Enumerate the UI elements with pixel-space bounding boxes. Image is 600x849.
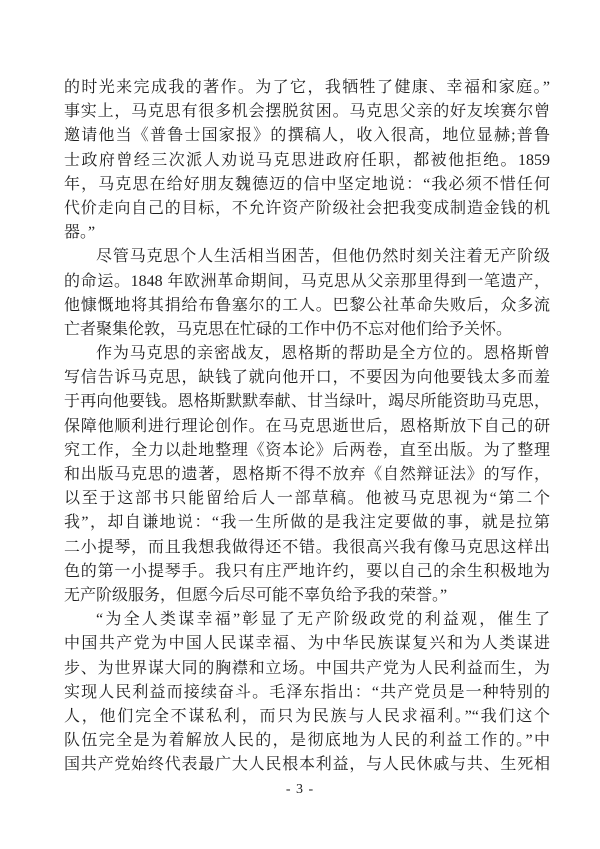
text-line: 人，他们完全不谋私利，而只为民族与人民求福利。”“我们这个 — [64, 707, 550, 725]
text-line: 保障他顺利进行理论创作。在马克思逝世后，恩格斯放下自己的研 — [64, 417, 550, 435]
text-line: 年，马克思在给好朋友魏德迈的信中坚定地说：“我必须不惜任何 — [64, 175, 550, 193]
text-line: 尽管马克思个人生活相当困苦，但他仍然时刻关注着无产阶级 — [96, 248, 550, 266]
text-line: 于再向他要钱。恩格斯默默奉献、甘当绿叶，竭尽所能资助马克思， — [64, 393, 550, 411]
text-line: 和出版马克思的遗著，恩格斯不得不放弃《自然辩证法》的写作， — [64, 466, 550, 483]
text-line: 究工作，全力以赴地整理《资本论》后两卷，直至出版。为了整理 — [64, 441, 550, 459]
text-line: 国共产党始终代表最广大人民根本利益，与人民休戚与共、生死相 — [64, 756, 550, 774]
page-number: - 3 - — [285, 782, 315, 797]
text-line: 我”，却自谦地说：“我一生所做的是我注定要做的事，就是拉第 — [64, 514, 550, 532]
text-line: 的时光来完成我的著作。为了它，我牺牲了健康、幸福和家庭。” — [64, 79, 550, 96]
text-line: 士政府曾经三次派人劝说马克思进政府任职，都被他拒绝。1859 — [64, 151, 550, 169]
text-line: 器。” — [64, 224, 96, 242]
text-line: 步、为世界谋大同的胸襟和立场。中国共产党为人民利益而生，为 — [64, 659, 550, 677]
text-line: 事实上，马克思有很多机会摆脱贫困。马克思父亲的好友埃赛尔曾 — [64, 103, 550, 121]
text-line: 队伍完全是为着解放人民的，是彻底地为人民的利益工作的。”中 — [64, 732, 550, 750]
text-line: 以至于这部书只能留给后人一部草稿。他被马克思视为“第二个 — [64, 490, 550, 508]
text-line: 实现人民利益而接续奋斗。毛泽东指出：“共产党员是一种特别的 — [64, 683, 550, 701]
text-line: 代价走向自己的目标，不允许资产阶级社会把我变成制造金钱的机 — [64, 199, 550, 217]
text-line: 作为马克思的亲密战友，恩格斯的帮助是全方位的。恩格斯曾 — [96, 345, 550, 363]
text-line: 写信告诉马克思，缺钱了就向他开口，不要因为向他要钱太多而羞 — [64, 369, 550, 387]
text-line: 邀请他当《普鲁士国家报》的撰稿人，收入很高，地位显赫;普鲁 — [64, 127, 550, 145]
body-text — [64, 76, 550, 777]
text-line: 的命运。1848 年欧洲革命期间，马克思从父亲那里得到一笔遗产， — [64, 272, 550, 290]
text-line: 色的第一小提琴手。我只有庄严地许约，要以自己的余生积极地为 — [64, 562, 550, 580]
text-line: 二小提琴，而且我想我做得还不错。我很高兴我有像马克思这样出 — [64, 538, 550, 556]
text-line: 无产阶级服务，但愿今后尽可能不辜负给予我的荣誉。” — [64, 586, 448, 604]
text-line: 他慷慨地将其捐给布鲁塞尔的工人。巴黎公社革命失败后，众多流 — [64, 296, 550, 314]
text-line: “为全人类谋幸福”彰显了无产阶级政党的利益观，催生了 — [96, 611, 550, 629]
text-line: 亡者聚集伦敦，马克思在忙碌的工作中仍不忘对他们给予关怀。 — [64, 320, 513, 338]
text-line: 中国共产党为中国人民谋幸福、为中华民族谋复兴和为人类谋进 — [64, 635, 550, 653]
